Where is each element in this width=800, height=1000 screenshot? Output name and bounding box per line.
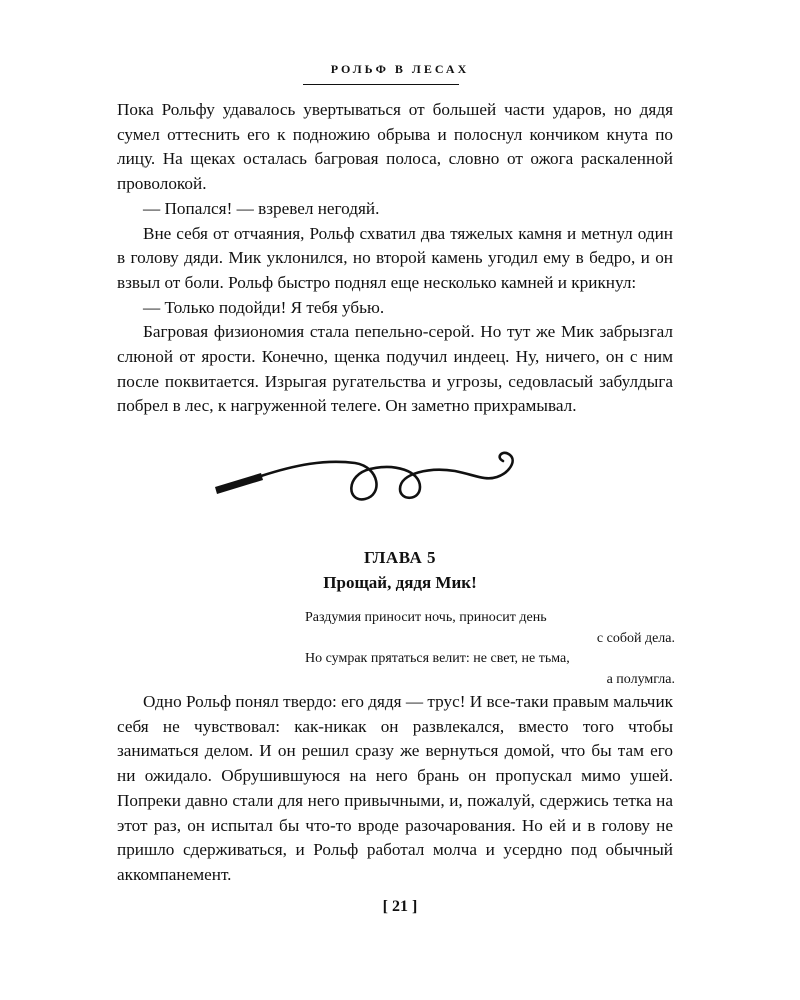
- paragraph: Пока Рольфу удавалось увертываться от большей части ударов, но дядя сумел оттеснить его к подножию обрыва и полоснул кончиком кнута по лицу. На щеках осталась багровая полоса, словно от ожога раскаленной проволокой.: [117, 100, 673, 194]
- dialogue-line: — Только подойди! Я тебя убью.: [143, 297, 385, 317]
- paragraph: Одно Рольф понял твердо: его дядя — трус! И все-таки правым мальчик себя не чувствовал: как-никак он развлекался, вместо того чтобы заниматься делом. И он решил сразу же вернуться домой, что бы там его ни ожидало. Обрушившуюся на него брань он пропускал мимо ушей. Попреки давно стали для него привычными, и, пожалуй, сдержись тетка на этот раз, он испытал бы что-то вроде разочарования. Но ей и в голову не пришло сдерживаться, и Рольф работал молча и усердно под обычный аккомпанемент.: [117, 692, 673, 884]
- running-head-rule: [303, 84, 459, 85]
- paragraph: Багровая физиономия стала пепельно-серой. Но тут же Мик забрызгал слюной от ярости. Конечно, щенка подучил индеец. Ну, ничего, он с ним после поквитается. Изрыгая ругательства и угрозы, седовласый забулдыга побрел в лес, к нагруженной телеге. Он заметно прихрамывал.: [117, 322, 673, 416]
- running-head: РОЛЬФ В ЛЕСАХ: [330, 62, 470, 76]
- text-block-top: [117, 98, 673, 419]
- dialogue-line: — Попался! — взревел негодяй.: [143, 198, 380, 218]
- epigraph-line: Раздумия приносит ночь, приносит день: [305, 610, 547, 625]
- epigraph-line: а полумгла.: [606, 671, 675, 687]
- paragraph: Вне себя от отчаяния, Рольф схватил два тяжелых камня и метнул один в голову дяди. Мик уклонился, но второй камень угодил ему в бедро, и он взвыл от боли. Рольф быстро поднял еще несколько камней и крикнул:: [117, 223, 673, 292]
- page-number: [ 21 ]: [382, 898, 418, 915]
- whip-flourish-icon: [205, 445, 535, 515]
- chapter-title: Прощай, дядя Мик!: [323, 573, 477, 592]
- epigraph: [305, 608, 675, 690]
- text-block-bottom: [117, 690, 673, 888]
- epigraph-line: Но сумрак прятаться велит: не свет, не тьма,: [305, 651, 570, 666]
- chapter-number: ГЛАВА 5: [364, 548, 436, 567]
- epigraph-line: с собой дела.: [596, 630, 675, 646]
